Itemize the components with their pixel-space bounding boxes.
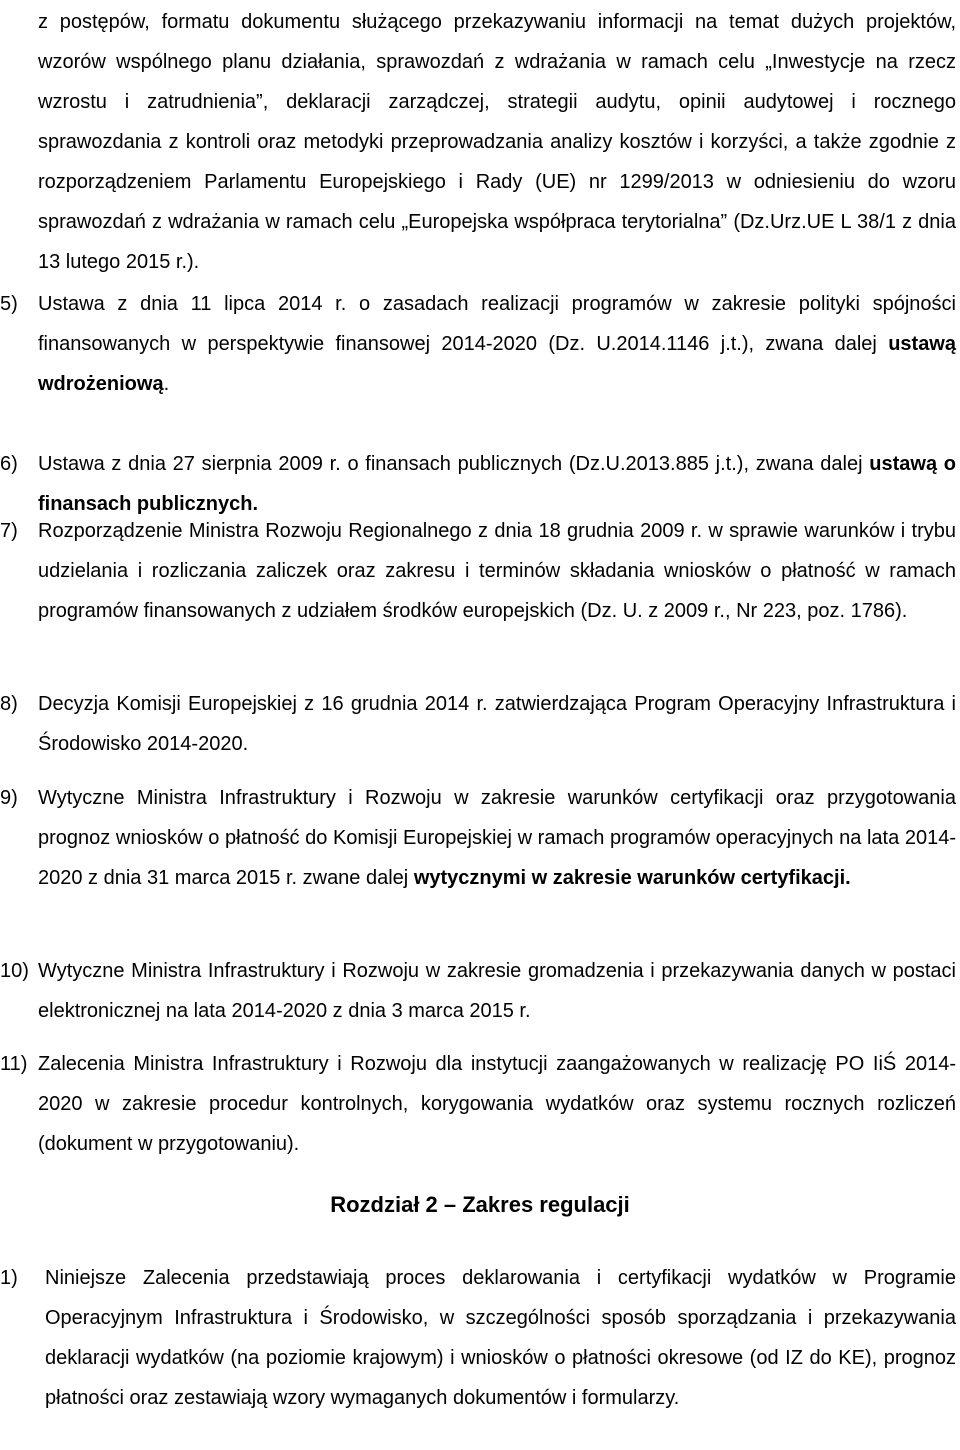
item-text: Ustawa z dnia 27 sierpnia 2009 r. o finansach publicznych (Dz.U.2013.885 j.t.), zwana dalej: [38, 453, 870, 475]
list-number: 1): [0, 1267, 18, 1289]
list-item-7: [0, 511, 956, 631]
list-item-8: [0, 684, 956, 764]
list-number: 9): [0, 787, 18, 809]
list-item-text: Wytyczne Ministra Infrastruktury i Rozwoju w zakresie gromadzenia i przekazywania danych w postaci elektronicznej na lata 2014-2020 z dnia 3 marca 2015 r.: [38, 960, 956, 1022]
bold-term: ustawą o finansach publicznych.: [38, 453, 957, 515]
list-number: 5): [0, 293, 18, 315]
bold-term: ustawą wdrożeniową: [38, 333, 956, 395]
chapter-heading: Rozdział 2 – Zakres regulacji: [330, 1192, 630, 1217]
bold-term: wytycznymi w zakresie warunków certyfikacji.: [413, 867, 851, 889]
list-number: 7): [0, 520, 18, 542]
list-item-11: [0, 1044, 956, 1164]
item-text: Wytyczne Ministra Infrastruktury i Rozwoju w zakresie warunków certyfikacji oraz przygotowania prognoz wniosków o płatność do Komisji Europejskiej w ramach programów operacyjnych na lata 2014-2020 z dnia 31 marca 2015 r. zwane dalej: [38, 787, 956, 889]
list-item-text: Niniejsze Zalecenia przedstawiają proces deklarowania i certyfikacji wydatków w Programie Operacyjnym Infrastruktura i Środowisko, w szczególności sposób sporządzania i przekazywania deklaracji wydatków (na poziomie krajowym) i wniosków o płatności okresowe (od IZ do KE), prognoz płatności oraz zestawiają wzory wymaganych dokumentów i formularzy.: [45, 1267, 956, 1409]
list-number: 10): [0, 960, 29, 982]
list-item-9: [0, 778, 956, 898]
list-number: 6): [0, 453, 18, 475]
list-item-5: [0, 284, 956, 404]
list-number: 8): [0, 693, 18, 715]
chapter-list-item-1: [0, 1258, 956, 1418]
list-item-text: Rozporządzenie Ministra Rozwoju Regionalnego z dnia 18 grudnia 2009 r. w sprawie warunków i trybu udzielania i rozliczania zaliczek oraz zakresu i terminów składania wniosków o płatność w ramach programów finansowanych z udziałem środków europejskich (Dz. U. z 2009 r., Nr 223, poz. 1786).: [38, 520, 956, 622]
intro-paragraph: z postępów, formatu dokumentu służącego przekazywaniu informacji na temat dużych projektów, wzorów wspólnego planu działania, sprawozdań z wdrażania w ramach celu „Inwestycje na rzecz wzrostu i zatrudnienia”, deklaracji zarządczej, strategii audytu, opinii audytowej i rocznego sprawozdania z kontroli oraz metodyki przeprowadzania analizy kosztów i korzyści, a także zgodnie z rozporządzeniem Parlamentu Europejskiego i Rady (UE) nr 1299/2013 w odniesieniu do wzoru sprawozdań z wdrażania w ramach celu „Europejska współpraca terytorialna” (Dz.Urz.UE L 38/1 z dnia 13 lutego 2015 r.).: [38, 11, 956, 273]
list-item-text: [38, 778, 956, 898]
list-number: 11): [0, 1053, 28, 1075]
list-item-10: [0, 951, 956, 1031]
list-item-text: [38, 284, 956, 404]
list-item-text: Decyzja Komisji Europejskiej z 16 grudnia 2014 r. zatwierdzająca Program Operacyjny Infrastruktura i Środowisko 2014-2020.: [38, 693, 956, 755]
item-tail: .: [163, 373, 170, 395]
list-item-text: Zalecenia Ministra Infrastruktury i Rozwoju dla instytucji zaangażowanych w realizację PO IiŚ 2014-2020 w zakresie procedur kontrolnych, korygowania wydatków oraz systemu rocznych rozliczeń (dokument w przygotowaniu).: [38, 1053, 956, 1155]
item-text: Ustawa z dnia 11 lipca 2014 r. o zasadach realizacji programów w zakresie polityki spójności finansowanych w perspektywie finansowej 2014-2020 (Dz. U.2014.1146 j.t.), zwana dalej: [38, 293, 956, 355]
